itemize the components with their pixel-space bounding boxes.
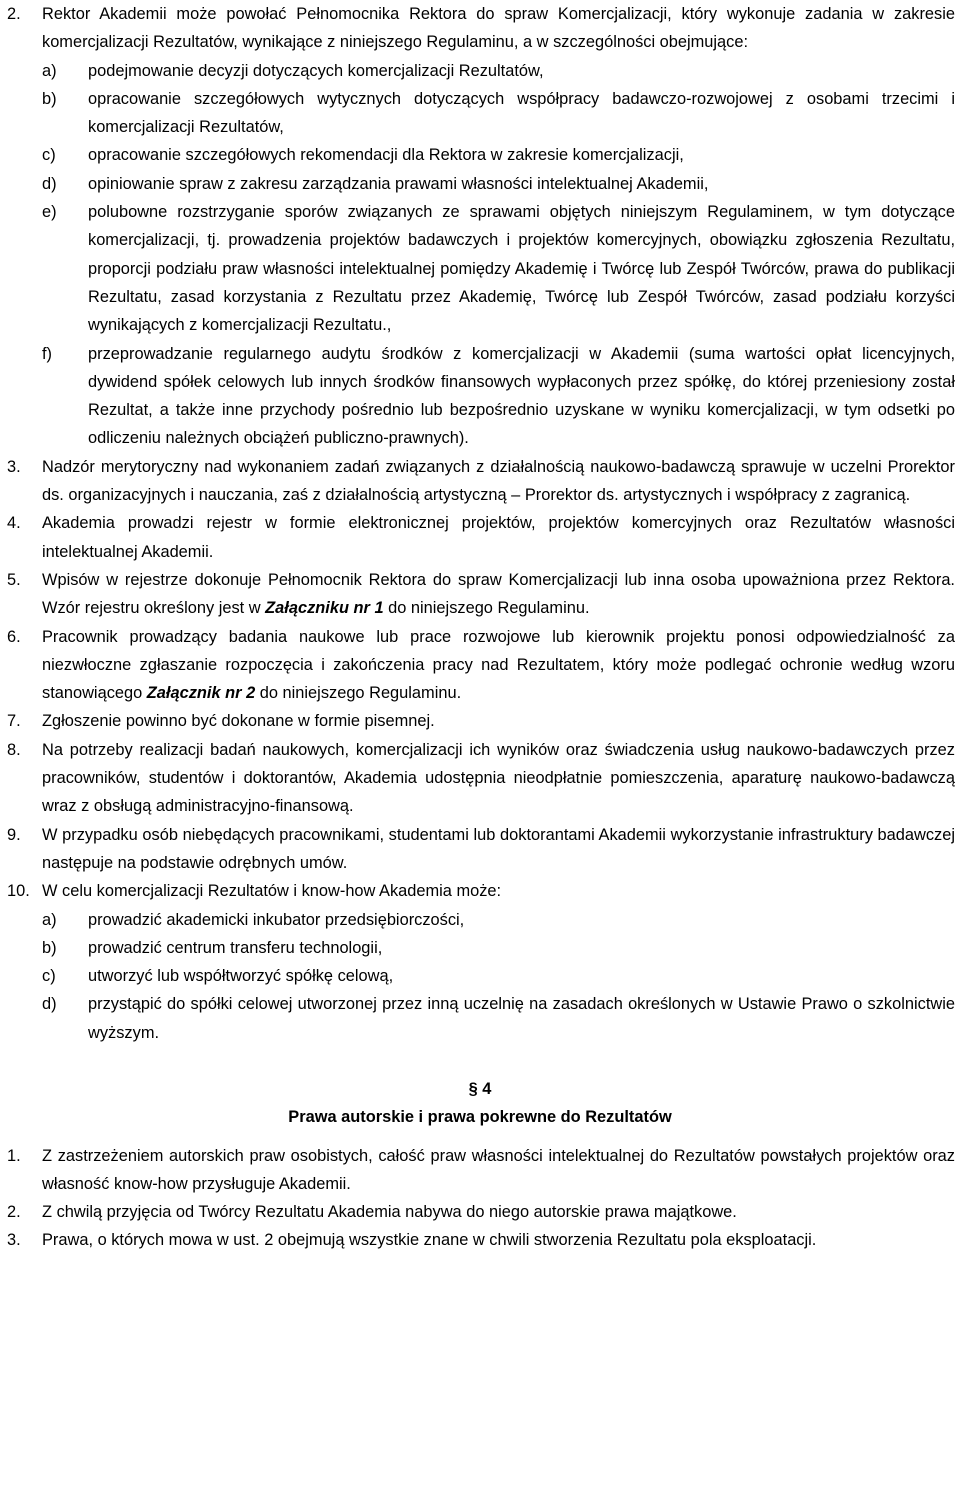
sub-letter: d) — [42, 174, 57, 193]
item-text: W przypadku osób niebędących pracownikami, studentami lub doktorantami Akademii wykorzystanie infrastruktury badawczej następuje na podstawie odrębnych umów. — [42, 825, 955, 872]
sub-item-f — [0, 340, 955, 453]
list-item-8 — [0, 736, 955, 821]
sub-item-d — [0, 990, 955, 1047]
item-number: 8. — [7, 740, 21, 759]
item-number: 2. — [7, 5, 21, 23]
sub-text: prowadzić akademicki inkubator przedsiębiorczości, — [88, 910, 465, 929]
list-item-10 — [0, 877, 955, 905]
item-text: Prawa, o których mowa w ust. 2 obejmują wszystkie znane w chwili stworzenia Rezultatu pola eksploatacji. — [42, 1231, 817, 1250]
item-text: Rektor Akademii może powołać Pełnomocnika Rektora do spraw Komercjalizacji, który wykonuje zadania w zakresie komercjalizacji Rezultatów, wynikające z niniejszego Regulaminu, a w szczególności obejmujące: — [42, 5, 955, 52]
item-text-part: do niniejszego Regulaminu. — [383, 599, 590, 618]
item-text-part: Wpisów w rejestrze dokonuje Pełnomocnik Rektora do spraw Komercjalizacji lub inna osoba upoważniona przez Rektora. Wzór rejestru określony jest w — [42, 570, 955, 618]
item-text: Na potrzeby realizacji badań naukowych, komercjalizacji ich wyników oraz świadczenia usług naukowo-badawczych przez pracowników, studentów i doktorantów, Akademia udostępnia nieodpłatnie pomieszczenia, aparaturę naukowo-badawczą wraz z obsługą administracyjno-finansową. — [42, 740, 955, 816]
sub-text: prowadzić centrum transferu technologii, — [88, 938, 383, 957]
sub-letter: b) — [42, 938, 57, 957]
item-number: 2. — [7, 1203, 21, 1222]
list-item-6 — [0, 623, 955, 708]
section-title: Prawa autorskie i prawa pokrewne do Rezultatów — [288, 1108, 672, 1127]
list-item-7 — [0, 707, 955, 735]
item-number: 6. — [7, 627, 21, 646]
section4-item-1 — [0, 1142, 955, 1199]
sub-text: utworzyć lub współtworzyć spółkę celową, — [88, 967, 394, 986]
attachment-reference: Załączniku nr 1 — [265, 599, 384, 618]
sub-letter: d) — [42, 995, 57, 1014]
item-text: Nadzór merytoryczny nad wykonaniem zadań związanych z działalnością naukowo-badawczą sprawuje w uczelni Prorektor ds. organizacyjnych i nauczania, zaś z działalnością artystyczną – Prorektor ds. artystycznych i współpracy z zagranicą. — [42, 457, 955, 505]
sub-text: przystąpić do spółki celowej utworzonej przez inną uczelnię na zasadach określonych w Ustawie Prawo o szkolnictwie wyższym. — [88, 995, 955, 1042]
item-number: 1. — [7, 1146, 21, 1165]
list-item-2 — [0, 0, 955, 57]
sub-item-c — [0, 962, 955, 990]
item-text-part: Pracownik prowadzący badania naukowe lub prace rozwojowe lub kierownik projektu ponosi odpowiedzialność za niezwłoczne zgłaszanie rozpoczęcia i zakończenia pracy nad Rezultatem, który może podlegać ochronie według wzoru stanowiącego — [42, 627, 955, 703]
sub-letter: c) — [42, 967, 56, 986]
attachment-reference: Załącznik nr 2 — [146, 684, 256, 703]
item-number: 3. — [7, 1231, 21, 1250]
sub-text: opiniowanie spraw z zakresu zarządzania prawami własności intelektualnej Akademii, — [88, 174, 709, 193]
sub-letter: e) — [42, 203, 57, 222]
sub-letter: f) — [42, 344, 53, 363]
item-text: Z zastrzeżeniem autorskich praw osobistych, całość praw własności intelektualnej do Rezultatów powstałych projektów oraz własność know-how przysługuje Akademii. — [42, 1146, 955, 1193]
sub-text: opracowanie szczegółowych rekomendacji dla Rektora w zakresie komercjalizacji, — [88, 146, 684, 165]
sub-item-e — [0, 198, 955, 339]
list-item-5 — [0, 566, 955, 623]
sub-item-a — [0, 57, 955, 85]
sub-item-d — [0, 170, 955, 198]
sub-text: przeprowadzanie regularnego audytu środków z komercjalizacji w Akademii (suma wartości opłat licencyjnych, dywidend spółek celowych lub innych środków finansowych wypłaconych przez spółkę, do której przeniesiony został Rezultat, a także inne przychody pośrednio lub bezpośrednio uzyskane w wyniku komercjalizacji, w tym odsetki po odliczeniu należnych obciążeń publiczno-prawnych). — [88, 344, 955, 448]
item-text: Z chwilą przyjęcia od Twórcy Rezultatu Akademia nabywa do niego autorskie prawa majątkowe. — [42, 1203, 737, 1222]
sub-item-b — [0, 85, 955, 142]
list-item-4 — [0, 509, 955, 566]
sub-text: polubowne rozstrzyganie sporów związanych ze sprawami objętych niniejszym Regulaminem, w tym dotyczące komercjalizacji, tj. prowadzenia projektów badawczych i projektów komercyjnych, obowiązku zgłoszenia Rezultatu, proporcji podziału praw własności intelektualnej pomiędzy Akademię i Twórcę lub Zespół Twórców, prawa do publikacji Rezultatu, zasad korzystania z Rezultatu przez Akademię, Twórcę lub Zespół Twórców, zasad podziału korzyści wynikających z komercjalizacji Rezultatu., — [88, 203, 955, 335]
spacer — [0, 1132, 960, 1142]
item-text — [42, 566, 955, 623]
sub-letter: b) — [42, 89, 57, 108]
item-text: W celu komercjalizacji Rezultatów i know-how Akademia może: — [42, 882, 502, 901]
item-text: Akademia prowadzi rejestr w formie elektronicznej projektów, projektów komercyjnych oraz Rezultatów własności intelektualnej Akademii. — [42, 514, 955, 561]
sub-letter: c) — [42, 146, 56, 165]
item-number: 9. — [7, 825, 21, 844]
item-number: 4. — [7, 514, 21, 533]
sub-text: opracowanie szczegółowych wytycznych dotyczących współpracy badawczo-rozwojowej z osobami trzecimi i komercjalizacji Rezultatów, — [88, 89, 955, 137]
item-number: 5. — [7, 570, 21, 589]
section-mark: § 4 — [468, 1079, 492, 1098]
sub-item-a — [0, 906, 955, 934]
section4-item-2 — [0, 1198, 955, 1226]
sub-letter: a) — [42, 61, 57, 80]
list-item-9 — [0, 821, 955, 878]
item-number: 10. — [7, 882, 30, 901]
sub-item-c — [0, 141, 955, 169]
item-text — [42, 623, 955, 708]
sub-letter: a) — [42, 910, 57, 929]
list-item-3 — [0, 453, 955, 510]
sub-text: podejmowanie decyzji dotyczących komercjalizacji Rezultatów, — [88, 61, 544, 80]
item-number: 3. — [7, 457, 21, 476]
item-text: Zgłoszenie powinno być dokonane w formie pisemnej. — [42, 712, 435, 731]
sub-item-b — [0, 934, 955, 962]
item-number: 7. — [7, 712, 21, 731]
section4-item-3 — [0, 1226, 955, 1254]
item-text-part: do niniejszego Regulaminu. — [255, 684, 462, 703]
spacer — [0, 1047, 960, 1075]
